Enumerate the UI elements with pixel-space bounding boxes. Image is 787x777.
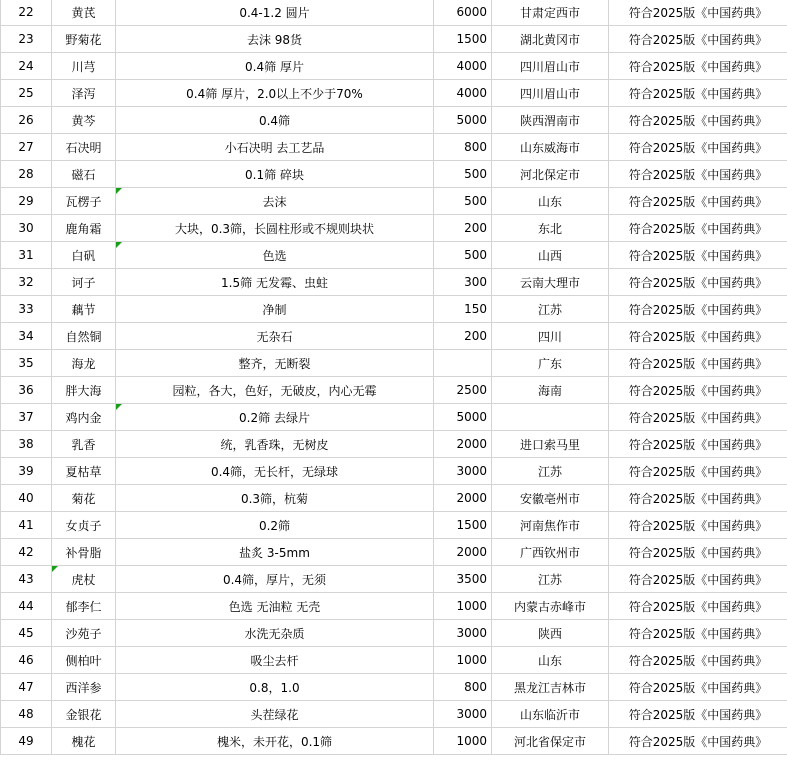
cell-index[interactable]: 46 bbox=[1, 647, 52, 674]
cell-quantity[interactable]: 5000 bbox=[434, 107, 492, 134]
cell-quantity[interactable]: 200 bbox=[434, 215, 492, 242]
cell-spec[interactable]: 0.4筛 厚片，2.0以上不少于70% bbox=[116, 80, 434, 107]
cell-herb-name[interactable]: 藕节 bbox=[52, 296, 116, 323]
cell-herb-name[interactable]: 川芎 bbox=[52, 53, 116, 80]
cell-index[interactable]: 26 bbox=[1, 107, 52, 134]
table-body bbox=[1, 0, 787, 755]
cell-herb-name[interactable]: 鸡内金 bbox=[52, 404, 116, 431]
cell-origin[interactable]: 四川 bbox=[492, 323, 609, 350]
cell-quantity[interactable]: 6000 bbox=[434, 0, 492, 26]
cell-spec[interactable]: 0.2筛 bbox=[116, 512, 434, 539]
cell-quantity[interactable]: 1500 bbox=[434, 512, 492, 539]
table-row bbox=[1, 0, 787, 26]
cell-quantity[interactable]: 3000 bbox=[434, 620, 492, 647]
cell-origin[interactable]: 湖北黄冈市 bbox=[492, 26, 609, 53]
cell-quantity[interactable] bbox=[434, 350, 492, 377]
cell-spec[interactable]: 0.4筛 厚片 bbox=[116, 53, 434, 80]
cell-herb-name[interactable]: 乳香 bbox=[52, 431, 116, 458]
cell-quantity[interactable]: 4000 bbox=[434, 53, 492, 80]
cell-standard[interactable]: 符合2025版《中国药典》 bbox=[609, 512, 787, 539]
cell-herb-name[interactable]: 野菊花 bbox=[52, 26, 116, 53]
cell-standard[interactable]: 符合2025版《中国药典》 bbox=[609, 458, 787, 485]
cell-quantity[interactable]: 3500 bbox=[434, 566, 492, 593]
cell-index[interactable]: 41 bbox=[1, 512, 52, 539]
cell-quantity[interactable]: 2000 bbox=[434, 431, 492, 458]
cell-spec[interactable]: 园粒，各大，色好，无破皮，内心无霉 bbox=[116, 377, 434, 404]
cell-herb-name[interactable]: 白矾 bbox=[52, 242, 116, 269]
cell-quantity[interactable]: 150 bbox=[434, 296, 492, 323]
cell-herb-name[interactable]: 郁李仁 bbox=[52, 593, 116, 620]
cell-quantity[interactable]: 5000 bbox=[434, 404, 492, 431]
cell-standard[interactable]: 符合2025版《中国药典》 bbox=[609, 674, 787, 701]
cell-index[interactable]: 23 bbox=[1, 26, 52, 53]
cell-origin[interactable]: 东北 bbox=[492, 215, 609, 242]
cell-index[interactable]: 48 bbox=[1, 701, 52, 728]
cell-standard[interactable]: 符合2025版《中国药典》 bbox=[609, 53, 787, 80]
cell-herb-name[interactable]: 槐花 bbox=[52, 728, 116, 755]
cell-index[interactable]: 43 bbox=[1, 566, 52, 593]
cell-quantity[interactable]: 1000 bbox=[434, 593, 492, 620]
cell-index[interactable]: 28 bbox=[1, 161, 52, 188]
cell-standard[interactable]: 符合2025版《中国药典》 bbox=[609, 323, 787, 350]
cell-spec[interactable]: 0.4筛 bbox=[116, 107, 434, 134]
cell-standard[interactable]: 符合2025版《中国药典》 bbox=[609, 539, 787, 566]
cell-origin[interactable]: 山东 bbox=[492, 647, 609, 674]
cell-quantity[interactable]: 2000 bbox=[434, 485, 492, 512]
cell-herb-name[interactable]: 胖大海 bbox=[52, 377, 116, 404]
cell-herb-name[interactable]: 黄芩 bbox=[52, 107, 116, 134]
table-row bbox=[1, 377, 787, 404]
cell-origin[interactable]: 广西钦州市 bbox=[492, 539, 609, 566]
cell-spec[interactable]: 色选 bbox=[116, 242, 434, 269]
cell-spec[interactable]: 头茬绿花 bbox=[116, 701, 434, 728]
cell-spec[interactable]: 0.4筛，厚片，无须 bbox=[116, 566, 434, 593]
cell-standard[interactable]: 符合2025版《中国药典》 bbox=[609, 269, 787, 296]
cell-quantity[interactable]: 4000 bbox=[434, 80, 492, 107]
table-row bbox=[1, 323, 787, 350]
cell-index[interactable]: 47 bbox=[1, 674, 52, 701]
cell-index[interactable]: 44 bbox=[1, 593, 52, 620]
table-row bbox=[1, 593, 787, 620]
cell-index[interactable]: 30 bbox=[1, 215, 52, 242]
cell-herb-name[interactable]: 西洋参 bbox=[52, 674, 116, 701]
cell-herb-name[interactable]: 瓦楞子 bbox=[52, 188, 116, 215]
cell-standard[interactable]: 符合2025版《中国药典》 bbox=[609, 80, 787, 107]
cell-standard[interactable]: 符合2025版《中国药典》 bbox=[609, 566, 787, 593]
cell-origin[interactable]: 内蒙古赤峰市 bbox=[492, 593, 609, 620]
cell-origin[interactable]: 甘肃定西市 bbox=[492, 0, 609, 26]
cell-spec[interactable]: 0.1筛 碎块 bbox=[116, 161, 434, 188]
cell-spec[interactable]: 净制 bbox=[116, 296, 434, 323]
cell-quantity[interactable]: 300 bbox=[434, 269, 492, 296]
table-row bbox=[1, 647, 787, 674]
cell-quantity[interactable]: 800 bbox=[434, 674, 492, 701]
cell-origin[interactable]: 山东 bbox=[492, 188, 609, 215]
cell-standard[interactable]: 符合2025版《中国药典》 bbox=[609, 593, 787, 620]
cell-herb-name[interactable]: 沙苑子 bbox=[52, 620, 116, 647]
cell-index[interactable]: 35 bbox=[1, 350, 52, 377]
cell-herb-name[interactable]: 石决明 bbox=[52, 134, 116, 161]
cell-index[interactable]: 45 bbox=[1, 620, 52, 647]
cell-quantity[interactable]: 500 bbox=[434, 188, 492, 215]
comment-indicator-icon[interactable] bbox=[116, 404, 122, 410]
cell-index[interactable]: 31 bbox=[1, 242, 52, 269]
cell-standard[interactable]: 符合2025版《中国药典》 bbox=[609, 431, 787, 458]
cell-index[interactable]: 22 bbox=[1, 0, 52, 26]
table-row bbox=[1, 431, 787, 458]
table-row bbox=[1, 242, 787, 269]
table-row bbox=[1, 107, 787, 134]
cell-herb-name[interactable]: 女贞子 bbox=[52, 512, 116, 539]
cell-spec[interactable]: 水洗无杂质 bbox=[116, 620, 434, 647]
cell-standard[interactable]: 符合2025版《中国药典》 bbox=[609, 350, 787, 377]
cell-standard[interactable]: 符合2025版《中国药典》 bbox=[609, 188, 787, 215]
cell-quantity[interactable]: 3000 bbox=[434, 458, 492, 485]
cell-origin[interactable]: 黑龙江吉林市 bbox=[492, 674, 609, 701]
comment-indicator-icon[interactable] bbox=[116, 188, 122, 194]
cell-index[interactable]: 49 bbox=[1, 728, 52, 755]
cell-origin[interactable]: 江苏 bbox=[492, 458, 609, 485]
cell-standard[interactable]: 符合2025版《中国药典》 bbox=[609, 242, 787, 269]
cell-quantity[interactable]: 3000 bbox=[434, 701, 492, 728]
cell-spec[interactable]: 统，乳香珠，无树皮 bbox=[116, 431, 434, 458]
cell-origin[interactable]: 广东 bbox=[492, 350, 609, 377]
cell-herb-name[interactable]: 金银花 bbox=[52, 701, 116, 728]
cell-origin[interactable]: 河北省保定市 bbox=[492, 728, 609, 755]
cell-herb-name[interactable]: 泽泻 bbox=[52, 80, 116, 107]
cell-quantity[interactable]: 1000 bbox=[434, 728, 492, 755]
cell-origin[interactable]: 山东临沂市 bbox=[492, 701, 609, 728]
cell-standard[interactable]: 符合2025版《中国药典》 bbox=[609, 485, 787, 512]
cell-herb-name[interactable]: 磁石 bbox=[52, 161, 116, 188]
table-row bbox=[1, 404, 787, 431]
cell-index[interactable]: 39 bbox=[1, 458, 52, 485]
table-row bbox=[1, 269, 787, 296]
cell-herb-name[interactable]: 虎杖 bbox=[52, 566, 116, 593]
cell-index[interactable]: 27 bbox=[1, 134, 52, 161]
cell-herb-name[interactable]: 诃子 bbox=[52, 269, 116, 296]
cell-origin[interactable]: 江苏 bbox=[492, 566, 609, 593]
cell-herb-name[interactable]: 鹿角霜 bbox=[52, 215, 116, 242]
cell-spec[interactable]: 1.5筛 无发霉、虫蛀 bbox=[116, 269, 434, 296]
cell-herb-name[interactable]: 侧柏叶 bbox=[52, 647, 116, 674]
cell-origin[interactable]: 四川眉山市 bbox=[492, 80, 609, 107]
cell-origin[interactable]: 山西 bbox=[492, 242, 609, 269]
cell-standard[interactable]: 符合2025版《中国药典》 bbox=[609, 701, 787, 728]
cell-origin[interactable] bbox=[492, 404, 609, 431]
cell-index[interactable]: 37 bbox=[1, 404, 52, 431]
cell-standard[interactable]: 符合2025版《中国药典》 bbox=[609, 647, 787, 674]
cell-quantity[interactable]: 2000 bbox=[434, 539, 492, 566]
cell-origin[interactable]: 陕西 bbox=[492, 620, 609, 647]
cell-standard[interactable]: 符合2025版《中国药典》 bbox=[609, 620, 787, 647]
cell-standard[interactable]: 符合2025版《中国药典》 bbox=[609, 377, 787, 404]
cell-index[interactable]: 25 bbox=[1, 80, 52, 107]
table-row bbox=[1, 350, 787, 377]
cell-spec[interactable]: 0.2筛 去绿片 bbox=[116, 404, 434, 431]
cell-spec[interactable]: 整齐，无断裂 bbox=[116, 350, 434, 377]
table-row bbox=[1, 674, 787, 701]
cell-quantity[interactable]: 200 bbox=[434, 323, 492, 350]
table-row bbox=[1, 188, 787, 215]
cell-spec[interactable]: 吸尘去杆 bbox=[116, 647, 434, 674]
comment-indicator-icon[interactable] bbox=[52, 566, 58, 572]
cell-standard[interactable]: 符合2025版《中国药典》 bbox=[609, 0, 787, 26]
cell-spec[interactable]: 无杂石 bbox=[116, 323, 434, 350]
cell-spec[interactable]: 盐炙 3-5mm bbox=[116, 539, 434, 566]
cell-index[interactable]: 34 bbox=[1, 323, 52, 350]
cell-origin[interactable]: 山东威海市 bbox=[492, 134, 609, 161]
table-row bbox=[1, 134, 787, 161]
cell-herb-name[interactable]: 夏枯草 bbox=[52, 458, 116, 485]
cell-index[interactable]: 40 bbox=[1, 485, 52, 512]
cell-spec[interactable]: 0.4-1.2 圆片 bbox=[116, 0, 434, 26]
cell-quantity[interactable]: 2500 bbox=[434, 377, 492, 404]
cell-herb-name[interactable]: 补骨脂 bbox=[52, 539, 116, 566]
table-row bbox=[1, 485, 787, 512]
cell-spec[interactable]: 去沫 bbox=[116, 188, 434, 215]
cell-standard[interactable]: 符合2025版《中国药典》 bbox=[609, 728, 787, 755]
cell-standard[interactable]: 符合2025版《中国药典》 bbox=[609, 107, 787, 134]
cell-index[interactable]: 42 bbox=[1, 539, 52, 566]
cell-standard[interactable]: 符合2025版《中国药典》 bbox=[609, 161, 787, 188]
cell-spec[interactable]: 0.8，1.0 bbox=[116, 674, 434, 701]
table-row bbox=[1, 26, 787, 53]
cell-origin[interactable]: 河北保定市 bbox=[492, 161, 609, 188]
comment-indicator-icon[interactable] bbox=[116, 242, 122, 248]
table-row bbox=[1, 566, 787, 593]
table-row bbox=[1, 80, 787, 107]
cell-index[interactable]: 24 bbox=[1, 53, 52, 80]
cell-standard[interactable]: 符合2025版《中国药典》 bbox=[609, 404, 787, 431]
cell-origin[interactable]: 江苏 bbox=[492, 296, 609, 323]
table-row bbox=[1, 215, 787, 242]
cell-origin[interactable]: 安徽亳州市 bbox=[492, 485, 609, 512]
cell-spec[interactable]: 槐米，未开花，0.1筛 bbox=[116, 728, 434, 755]
cell-standard[interactable]: 符合2025版《中国药典》 bbox=[609, 26, 787, 53]
cell-origin[interactable]: 河南焦作市 bbox=[492, 512, 609, 539]
cell-standard[interactable]: 符合2025版《中国药典》 bbox=[609, 134, 787, 161]
cell-herb-name[interactable]: 自然铜 bbox=[52, 323, 116, 350]
cell-quantity[interactable]: 800 bbox=[434, 134, 492, 161]
table-row bbox=[1, 296, 787, 323]
cell-origin[interactable]: 陕西渭南市 bbox=[492, 107, 609, 134]
cell-origin[interactable]: 四川眉山市 bbox=[492, 53, 609, 80]
table-row bbox=[1, 701, 787, 728]
cell-standard[interactable]: 符合2025版《中国药典》 bbox=[609, 296, 787, 323]
table-row bbox=[1, 620, 787, 647]
cell-spec[interactable]: 去沫 98货 bbox=[116, 26, 434, 53]
cell-spec[interactable]: 0.4筛，无长杆，无绿球 bbox=[116, 458, 434, 485]
cell-origin[interactable]: 海南 bbox=[492, 377, 609, 404]
table-row bbox=[1, 539, 787, 566]
cell-index[interactable]: 29 bbox=[1, 188, 52, 215]
cell-spec[interactable]: 大块，0.3筛，长圆柱形或不规则块状 bbox=[116, 215, 434, 242]
cell-spec[interactable]: 小石决明 去工艺品 bbox=[116, 134, 434, 161]
cell-quantity[interactable]: 1500 bbox=[434, 26, 492, 53]
table-row bbox=[1, 512, 787, 539]
cell-index[interactable]: 33 bbox=[1, 296, 52, 323]
cell-spec[interactable]: 0.3筛，杭菊 bbox=[116, 485, 434, 512]
cell-herb-name[interactable]: 黄芪 bbox=[52, 0, 116, 26]
cell-origin[interactable]: 云南大理市 bbox=[492, 269, 609, 296]
cell-index[interactable]: 38 bbox=[1, 431, 52, 458]
cell-quantity[interactable]: 500 bbox=[434, 161, 492, 188]
cell-standard[interactable]: 符合2025版《中国药典》 bbox=[609, 215, 787, 242]
table-row bbox=[1, 458, 787, 485]
table-row bbox=[1, 53, 787, 80]
cell-spec[interactable]: 色选 无油粒 无壳 bbox=[116, 593, 434, 620]
cell-index[interactable]: 32 bbox=[1, 269, 52, 296]
cell-quantity[interactable]: 500 bbox=[434, 242, 492, 269]
cell-quantity[interactable]: 1000 bbox=[434, 647, 492, 674]
table-row bbox=[1, 161, 787, 188]
table-row bbox=[1, 728, 787, 755]
cell-origin[interactable]: 进口索马里 bbox=[492, 431, 609, 458]
cell-herb-name[interactable]: 菊花 bbox=[52, 485, 116, 512]
cell-herb-name[interactable]: 海龙 bbox=[52, 350, 116, 377]
cell-index[interactable]: 36 bbox=[1, 377, 52, 404]
